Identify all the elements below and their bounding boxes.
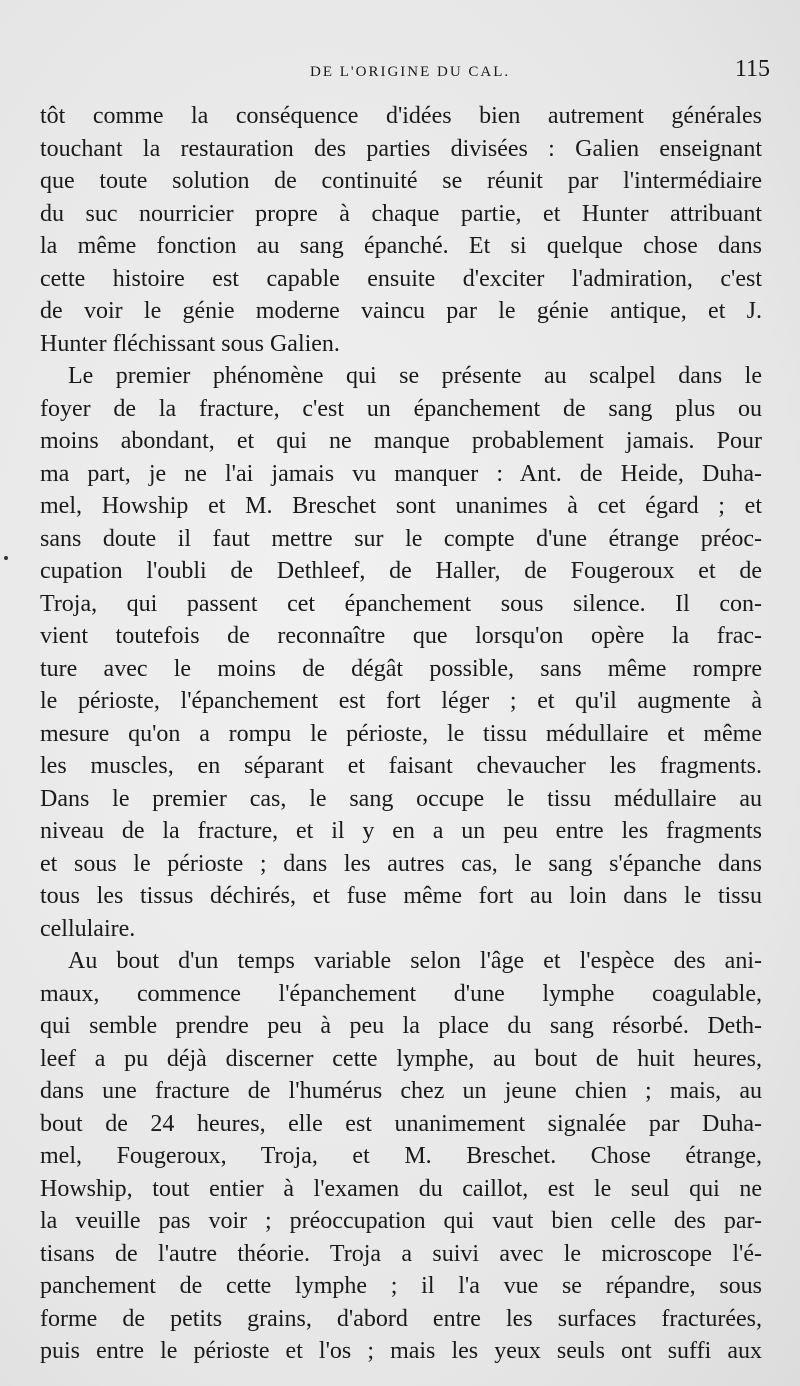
text-line: du suc nourricier propre à chaque partie, et Hunter attribuant [40, 200, 762, 227]
text-line: Troja, qui passent cet épanchement sous silence. Il con- [40, 590, 762, 617]
text-line: qui semble prendre peu à peu la place du sang résorbé. Deth- [40, 1013, 762, 1039]
text-line: Au bout d'un temps variable selon l'âge et l'espèce des ani- [68, 948, 762, 974]
page-number: 115 [734, 56, 770, 82]
body-text [40, 100, 762, 1368]
text-line: leef a pu déjà discerner cette lymphe, au bout de huit heures, [40, 1045, 762, 1072]
text-line: foyer de la fracture, c'est un épanchement de sang plus ou [40, 395, 762, 422]
text-line: la même fonction au sang épanché. Et si quelque chose dans [40, 233, 762, 259]
text-line: bout de 24 heures, elle est unanimement signalée par Duha- [40, 1110, 762, 1137]
text-line: mel, Fougeroux, Troja, et M. Breschet. Chose étrange, [40, 1143, 762, 1169]
text-line: cette histoire est capable ensuite d'exciter l'admiration, c'est [40, 265, 762, 292]
text-line: Hunter fléchissant sous Galien. [40, 330, 340, 357]
paragraph [40, 945, 762, 1368]
text-line: Howship, tout entier à l'examen du caillot, est le seul qui ne [40, 1175, 762, 1202]
text-line: ture avec le moins de dégât possible, sans même rompre [40, 655, 762, 682]
text-line: touchant la restauration des parties divisées : Galien enseignant [40, 135, 762, 162]
text-line: que toute solution de continuité se réunit par l'intermédiaire [40, 168, 762, 194]
text-line: tous les tissus déchirés, et fuse même fort au loin dans le tissu [40, 883, 762, 909]
text-line: moins abondant, et qui ne manque probablement jamais. Pour [40, 428, 762, 454]
text-line: cellulaire. [40, 915, 136, 942]
text-line: dans une fracture de l'humérus chez un jeune chien ; mais, au [40, 1078, 762, 1104]
text-line: Dans le premier cas, le sang occupe le tissu médullaire au [40, 785, 762, 812]
text-line: et sous le périoste ; dans les autres cas, le sang s'épanche dans [40, 850, 762, 877]
text-line: le périoste, l'épanchement est fort léger ; et qu'il augmente à [40, 688, 762, 714]
text-line: niveau de la fracture, et il y en a un peu entre les fragments [40, 818, 762, 844]
text-line: les muscles, en séparant et faisant chevaucher les fragments. [40, 753, 762, 779]
text-line: forme de petits grains, d'abord entre les surfaces fracturées, [40, 1305, 762, 1332]
text-line: Le premier phénomène qui se présente au scalpel dans le [68, 363, 762, 389]
text-line: mel, Howship et M. Breschet sont unanimes à cet égard ; et [40, 493, 762, 519]
text-line: cupation l'oubli de Dethleef, de Haller, de Fougeroux et de [40, 558, 762, 584]
text-line: ma part, je ne l'ai jamais vu manquer : Ant. de Heide, Duha- [40, 460, 762, 487]
text-line: panchement de cette lymphe ; il l'a vue se répandre, sous [40, 1273, 762, 1299]
text-line: sans doute il faut mettre sur le compte d'une étrange préoc- [40, 525, 762, 552]
text-line: tisans de l'autre théorie. Troja a suivi avec le microscope l'é- [40, 1240, 762, 1267]
text-line: de voir le génie moderne vaincu par le génie antique, et J. [40, 298, 762, 324]
text-line: la veuille pas voir ; préoccupation qui vaut bien celle des par- [40, 1208, 762, 1234]
text-line: mesure qu'on a rompu le périoste, le tissu médullaire et même [40, 720, 762, 747]
text-line: puis entre le périoste et l'os ; mais les yeux seuls ont suffi aux [40, 1338, 762, 1364]
paragraph [40, 360, 762, 945]
running-head: DE L'ORIGINE DU CAL. [310, 64, 511, 80]
paragraph [40, 100, 762, 360]
text-line: vient toutefois de reconnaître que lorsqu'on opère la frac- [40, 623, 762, 649]
text-line: tôt comme la conséquence d'idées bien autrement générales [40, 103, 762, 129]
print-speck [4, 556, 8, 560]
text-line: maux, commence l'épanchement d'une lymphe coagulable, [40, 980, 762, 1007]
page-header [40, 56, 770, 90]
